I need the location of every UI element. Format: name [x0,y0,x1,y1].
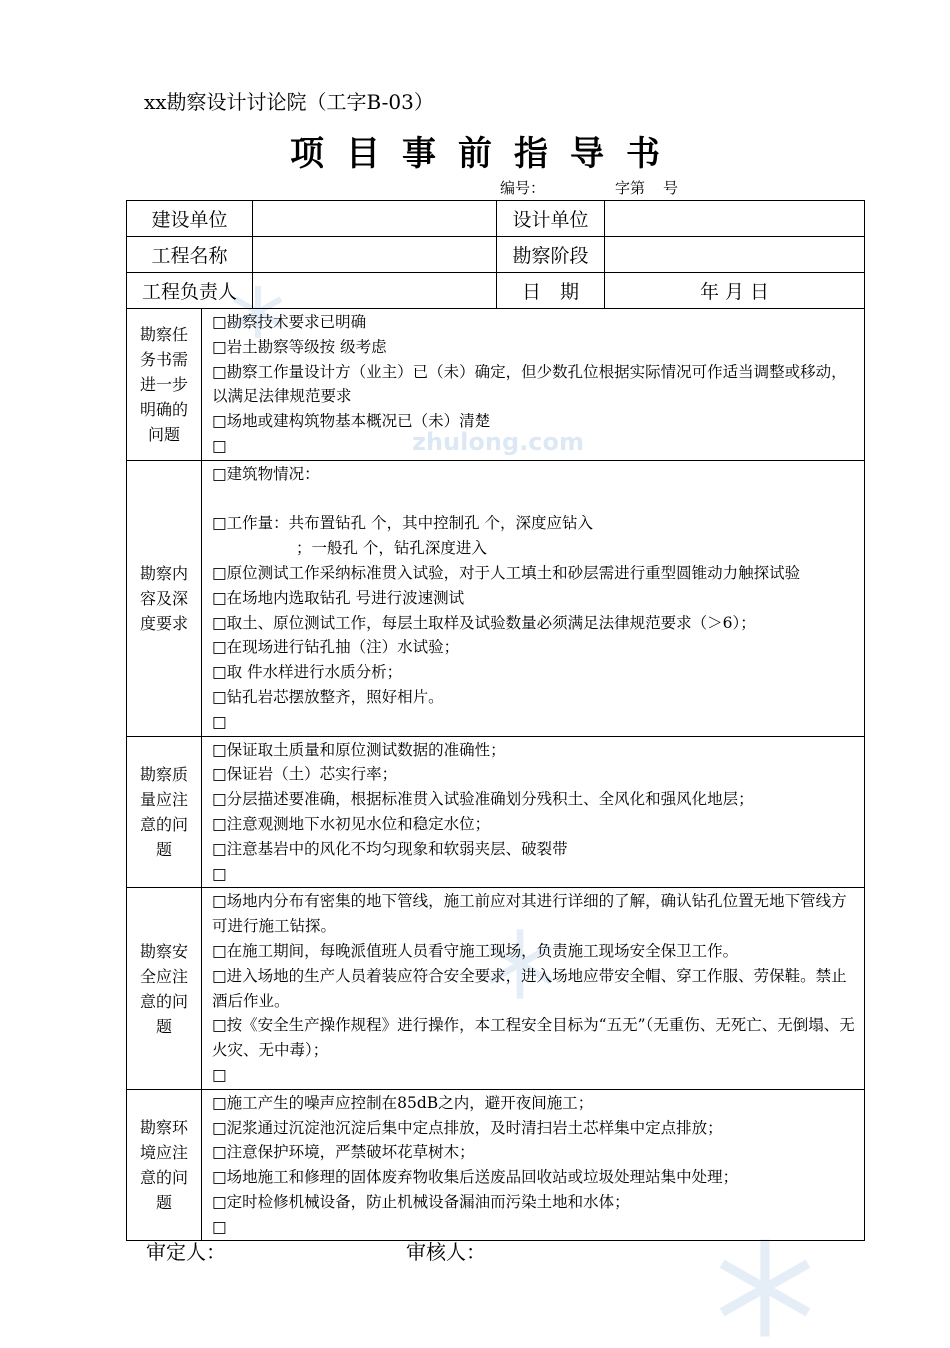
checklist-item [212,1215,858,1240]
checklist-item [212,1140,858,1165]
checkbox-icon[interactable]: □ [212,839,227,858]
checklist-item-text: 注意观测地下水初见水位和稳定水位； [226,814,491,833]
reviewer-label: 审核人： [406,1240,486,1264]
checklist-item-text: 定时检修机械设备，防止机械设备漏油而污染土地和水体； [226,1192,630,1211]
checklist-item-text: 场地内分布有密集的地下管线，施工前应对其进行详细的了解，确认钻孔位置无地下管线方可进行施工钻探。 [212,892,847,936]
section-label: 勘察内容及深度要求 [139,563,188,633]
approver-label: 审定人： [146,1240,226,1264]
checklist-item [212,1165,858,1190]
section-content [202,736,865,888]
date-label: 日 期 [497,273,605,309]
info-row [127,201,865,237]
checkbox-icon[interactable]: □ [212,790,227,809]
checkbox-icon[interactable]: □ [212,1217,227,1236]
checkbox-icon[interactable]: □ [212,864,227,883]
checklist-item [212,862,858,887]
checklist-item [212,487,858,512]
checklist-item [212,812,858,837]
section-label: 勘察任务书需进一步明确的问题 [139,324,188,444]
requirements-table [126,308,865,1241]
checklist-item-text: 分层描述要准确，根据标准贯入试验准确划分残积土、全风化和强风化地层； [226,790,754,809]
section-label: 勘察质量应注意的问题 [139,764,188,859]
construction-unit-label: 建设单位 [127,201,253,237]
project-info-table [126,200,865,309]
checklist-item [212,1063,858,1088]
checklist-item [212,837,858,862]
section-label-cell [127,460,202,736]
section-label: 勘察环境应注意的问题 [139,1118,188,1213]
checklist-item [212,762,858,787]
checklist-item-text: 保证取土质量和原位测试数据的准确性； [226,740,506,759]
section-row-safety [127,888,865,1089]
checkbox-icon[interactable]: □ [212,1168,227,1187]
checklist-item [212,685,858,710]
checklist-item [212,660,858,685]
checkbox-icon[interactable]: □ [212,712,227,731]
checklist-item-text: 原位测试工作采纳标准贯入试验，对于人工填土和砂层需进行重型圆锥动力触探试验 [226,563,801,582]
checklist-item [212,611,858,636]
section-row-environment [127,1089,865,1241]
institute-header: xx勘察设计讨论院（工字B-03） [144,90,434,114]
project-leader-value[interactable] [253,273,497,309]
checklist-item [212,335,858,360]
checkbox-icon[interactable]: □ [212,1192,227,1211]
checklist-item [212,434,858,459]
checklist-item-text: 取土、原位测试工作，每层土取样及试验数量必须满足法律规范要求（＞6）； [226,613,756,632]
checkbox-icon[interactable]: □ [212,563,227,582]
checklist-item-text: 场地施工和修理的固体废弃物收集后送废品回收站或垃圾处理站集中处理； [226,1168,739,1187]
section-content [202,309,865,461]
checklist-item [212,586,858,611]
info-row [127,237,865,273]
checkbox-icon[interactable]: □ [212,1093,227,1112]
checkbox-icon[interactable]: □ [212,941,227,960]
survey-stage-value[interactable] [605,237,865,273]
checkbox-icon[interactable]: □ [212,588,227,607]
checklist-item [212,1091,858,1116]
checklist-item [212,536,858,561]
checkbox-icon[interactable]: □ [212,1118,227,1137]
checklist-item [212,462,858,487]
checklist-item [212,710,858,735]
checkbox-icon[interactable]: □ [212,1016,227,1035]
checklist-item-text: 在现场进行钻孔抽（注）水试验； [226,638,460,657]
checklist-item-text: 岩土勘察等级按 级考虑 [226,337,387,356]
checkbox-icon[interactable]: □ [212,966,227,985]
checkbox-icon[interactable]: □ [212,687,227,706]
section-content [202,460,865,736]
checklist-item-text: 建筑物情况： [226,464,320,483]
checkbox-icon[interactable]: □ [212,613,227,632]
checkbox-icon[interactable]: □ [212,313,227,331]
checklist-item-text: 进入场地的生产人员着装应符合安全要求，进入场地应带安全帽、穿工作服、劳保鞋。禁止酒后作业。 [212,966,847,1010]
document-number-line [500,177,678,198]
section-label-cell [127,736,202,888]
checklist-item-text: 注意基岩中的风化不均匀现象和软弱夹层、破裂带 [226,839,568,858]
checklist-item-text: 勘察工作量设计方（业主）已（未）确定，但少数孔位根据实际情况可作适当调整或移动，以满足法律规范要求 [212,362,847,406]
checklist-item [212,511,858,536]
survey-stage-label: 勘察阶段 [497,237,605,273]
project-name-value[interactable] [253,237,497,273]
checklist-item-text: 按《安全生产操作规程》进行操作，本工程安全目标为“五无”（无重伤、无死亡、无倒塌、无火灾、无中毒）； [212,1016,855,1060]
design-unit-label: 设计单位 [497,201,605,237]
checklist-item [212,409,858,434]
checkbox-icon[interactable]: □ [212,740,227,759]
checklist-item-text: 场地或建构筑物基本概况已（未）清楚 [226,412,491,431]
checklist-item-text: 在场地内选取钻孔 号进行波速测试 [226,588,465,607]
watermark-text: zhulong.com [412,428,584,456]
checkbox-icon[interactable]: □ [212,892,227,911]
checkbox-icon[interactable]: □ [212,814,227,833]
project-leader-label: 工程负责人 [127,273,253,309]
checklist-item-text: 勘察技术要求已明确 [226,313,367,331]
section-label-cell [127,1089,202,1241]
number-hao-label: 号 [663,179,679,197]
checklist-item [212,889,858,939]
checkbox-icon[interactable]: □ [212,464,227,483]
document-title: 项目事前指导书 [290,134,682,174]
checklist-item [212,1190,858,1215]
section-row-content-depth [127,460,865,736]
checkbox-icon[interactable]: □ [212,436,227,455]
watermark-logo-icon [705,1232,825,1348]
section-content [202,1089,865,1241]
info-row [127,273,865,309]
number-label: 编号： [500,179,546,197]
checklist-item-text: 工作量：共布置钻孔 个，其中控制孔 个，深度应钻入 [226,514,594,533]
checkbox-icon[interactable]: □ [212,362,227,381]
checklist-item [212,310,858,335]
design-unit-value[interactable] [605,201,865,237]
checkbox-icon[interactable]: □ [212,412,227,431]
checklist-item [212,561,858,586]
checkbox-icon[interactable]: □ [212,1143,227,1162]
section-label-cell [127,888,202,1089]
checkbox-icon[interactable]: □ [212,514,227,533]
section-label-cell [127,309,202,461]
checklist-item-text: 施工产生的噪声应控制在85dB之内，避开夜间施工； [226,1093,594,1112]
section-row-quality [127,736,865,888]
checklist-item-text: 取 件水样进行水质分析； [226,663,403,682]
checklist-item-text: 泥浆通过沉淀池沉淀后集中定点排放，及时清扫岩土芯样集中定点排放； [226,1118,723,1137]
construction-unit-value[interactable] [253,201,497,237]
checklist-item [212,635,858,660]
checklist-item [212,1116,858,1141]
section-label: 勘察安全应注意的问题 [139,941,188,1036]
checklist-item [212,787,858,812]
checklist-item [212,939,858,964]
section-content [202,888,865,1089]
checkbox-icon[interactable]: □ [212,638,227,657]
number-zi-label: 字第 [615,179,646,197]
checklist-item-text: 注意保护环境，严禁破坏花草树木； [226,1143,475,1162]
checklist-item [212,1013,858,1063]
checklist-item-text: 在施工期间，每晚派值班人员看守施工现场，负责施工现场安全保卫工作。 [226,941,739,960]
date-value[interactable]: 年 月 日 [605,273,865,309]
project-name-label: 工程名称 [127,237,253,273]
checklist-item-text: 钻孔岩芯摆放整齐，照好相片。 [226,687,444,706]
checkbox-icon[interactable]: □ [212,337,227,356]
checklist-item-text: ；一般孔 个，钻孔深度进入 [296,539,487,558]
section-row-task-clarification [127,309,865,461]
checklist-item [212,964,858,1014]
checkbox-icon[interactable]: □ [212,765,227,784]
checkbox-icon[interactable]: □ [212,663,227,682]
checklist-item-text: 保证岩（土）芯实行率； [226,765,398,784]
checklist-item [212,738,858,763]
checklist-item [212,360,858,410]
checkbox-icon[interactable]: □ [212,1065,227,1084]
